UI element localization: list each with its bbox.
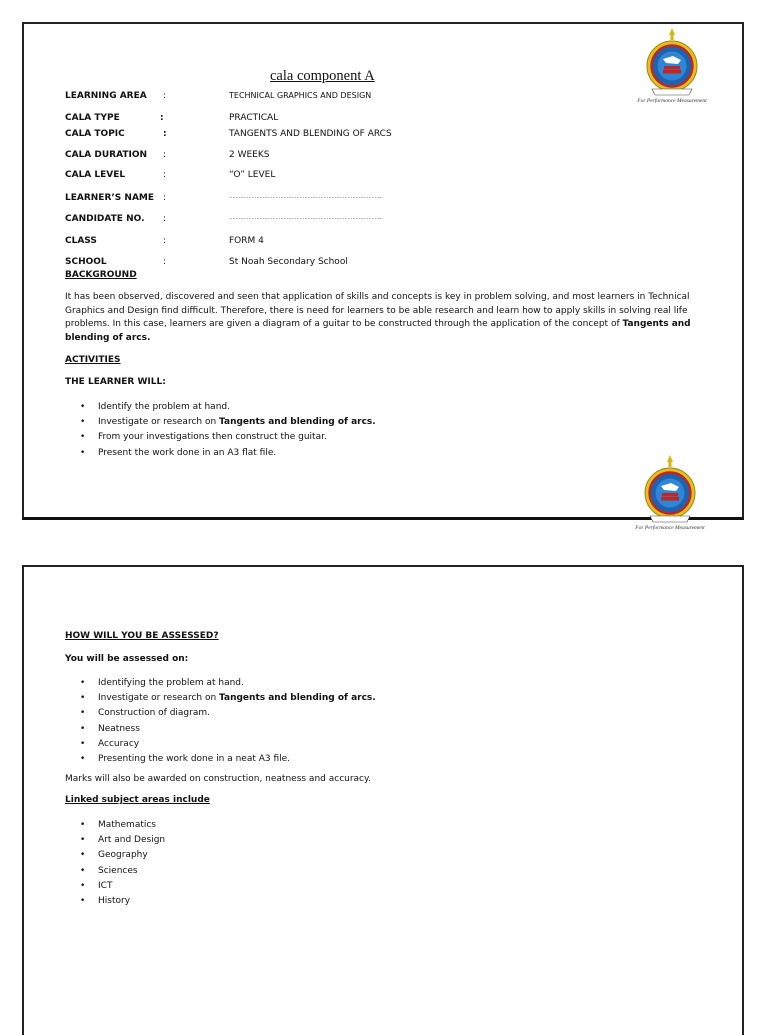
learner-name-field[interactable]: ……………………………………………………………………………………	[229, 194, 383, 200]
background-paragraph	[65, 291, 707, 345]
info-colon: :	[163, 91, 167, 101]
list-item: • Neatness	[65, 722, 376, 737]
info-label: SCHOOL	[65, 257, 107, 267]
list-item: • Accuracy	[65, 737, 376, 752]
list-item: • Identifying the problem at hand.	[65, 676, 376, 691]
document-title: cala component A	[270, 68, 375, 84]
list-item: • Investigate or research on Tangents and blending of arcs.	[65, 691, 376, 706]
activities-heading: ACTIVITIES	[65, 355, 121, 365]
info-value: PRACTICAL	[229, 113, 279, 123]
info-value: “O” LEVEL	[229, 170, 276, 180]
document-page-1	[22, 22, 744, 520]
info-value: TECHNICAL GRAPHICS AND DESIGN	[229, 91, 372, 100]
info-value: FORM 4	[229, 236, 264, 246]
assessment-heading: HOW WILL YOU BE ASSESSED?	[65, 631, 219, 641]
info-value: TANGENTS AND BLENDING OF ARCS	[229, 129, 392, 139]
info-value: St Noah Secondary School	[229, 257, 348, 267]
list-item: • From your investigations then construct the guitar.	[65, 430, 376, 445]
document-page-2	[22, 565, 744, 1035]
info-colon: :	[163, 170, 167, 180]
candidate-no-field[interactable]: ……………………………………………………………………………………	[229, 215, 383, 221]
linked-list	[65, 818, 165, 909]
linked-heading: Linked subject areas include	[65, 795, 210, 805]
list-item: • Present the work done in an A3 flat file.	[65, 446, 376, 461]
activities-subheading: THE LEARNER WILL:	[65, 377, 166, 387]
logo-caption: For Performance Measurement	[637, 98, 707, 104]
info-colon: :	[160, 113, 164, 123]
list-item: • Identify the problem at hand.	[65, 400, 376, 415]
background-text-bold: Tangents and blending of arcs.	[65, 319, 691, 343]
info-label: CANDIDATE NO.	[65, 214, 145, 224]
info-colon: :	[163, 193, 167, 203]
info-label: LEARNING AREA	[65, 91, 147, 101]
info-colon: :	[163, 214, 167, 224]
list-item: • Art and Design	[65, 833, 165, 848]
list-item: • Sciences	[65, 864, 165, 879]
info-label: CALA LEVEL	[65, 170, 126, 180]
activities-list	[65, 400, 376, 461]
list-item: • Mathematics	[65, 818, 165, 833]
assessment-subheading: You will be assessed on:	[65, 654, 189, 664]
info-label: CLASS	[65, 236, 97, 246]
list-item: • Investigate or research on Tangents and blending of arcs.	[65, 415, 376, 430]
assessment-note: Marks will also be awarded on construction, neatness and accuracy.	[65, 774, 371, 784]
info-colon: :	[163, 236, 167, 246]
logo-caption: For Performance Measurement	[635, 525, 705, 531]
info-label: CALA TYPE	[65, 113, 120, 123]
info-colon: :	[163, 129, 167, 139]
list-item: • ICT	[65, 879, 165, 894]
info-value: 2 WEEKS	[229, 150, 270, 160]
background-heading: BACKGROUND	[65, 270, 137, 280]
info-label: CALA TOPIC	[65, 129, 125, 139]
list-item: • Geography	[65, 848, 165, 863]
list-item: • Construction of diagram.	[65, 706, 376, 721]
info-colon: :	[163, 150, 167, 160]
list-item: • Presenting the work done in a neat A3 file.	[65, 752, 376, 767]
info-label: CALA DURATION	[65, 150, 148, 160]
assessment-list	[65, 676, 376, 767]
list-item: • History	[65, 894, 165, 909]
zimsec-emblem-icon	[622, 26, 722, 100]
zimsec-logo	[622, 26, 722, 110]
zimsec-emblem-icon	[620, 453, 720, 527]
info-label: LEARNER’S NAME	[65, 193, 155, 203]
info-colon: :	[163, 257, 167, 267]
background-text: It has been observed, discovered and seen that application of skills and concepts is key in problem solving, and most learners in Technical Graphics and Design find difficult. Therefore, there is need for learners to be able research and learn how to apply skills in solving real life problems. In this case, learners are given a diagram of a guitar to be constructed through the application of the concept of	[65, 292, 690, 330]
zimsec-logo-footer	[620, 453, 720, 537]
